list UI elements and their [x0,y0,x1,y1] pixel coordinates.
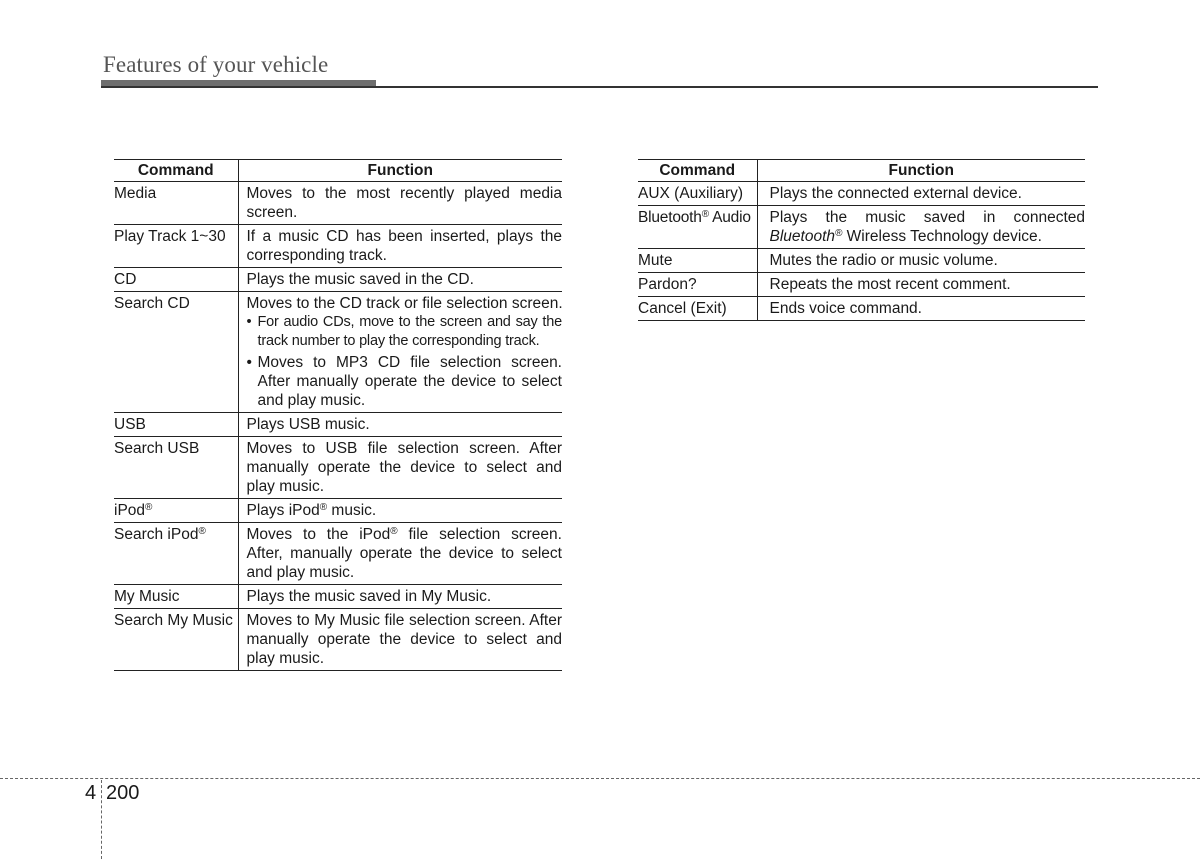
table-row [638,273,1085,297]
registered-mark: ® [390,526,398,537]
table-row [114,413,562,437]
bullet-text: Moves to MP3 CD file selection screen. After manually operate the device to select and play music. [257,354,562,409]
command-cell: Search My Music [114,609,238,671]
registered-mark: ® [835,228,843,239]
function-cell [238,523,562,585]
table-row [114,182,562,225]
command-cell: USB [114,413,238,437]
function-text: Wireless Technology device. [842,228,1042,245]
command-column-header: Command [114,160,238,182]
function-cell: Moves to the most recently played media screen. [238,182,562,225]
function-cell [238,292,562,413]
voice-command-table-left [114,159,562,671]
table-row [114,292,562,413]
bullet-text: For audio CDs, move to the screen and say the track number to play the corresponding track. [257,314,562,349]
table-row [638,182,1085,206]
function-cell: If a music CD has been inserted, plays the corresponding track. [238,225,562,268]
table-row [114,523,562,585]
function-column-header: Function [757,160,1085,182]
table-header-row [638,160,1085,182]
table-row [114,609,562,671]
command-cell: Cancel (Exit) [638,297,757,321]
footer-divider [0,778,1200,779]
table-row [114,585,562,609]
table-row [114,225,562,268]
table-header-row [114,160,562,182]
command-text: Bluetooth [638,209,702,226]
header-rule [101,86,1098,88]
bullet-icon: • [246,354,252,371]
table-row [638,297,1085,321]
function-cell: Repeats the most recent comment. [757,273,1085,297]
function-text: file selection screen. After, manually operate the device to select and play music. [246,526,562,581]
registered-mark: ® [145,502,153,513]
table-row [114,268,562,292]
bullet-icon: • [246,314,252,330]
function-cell: Ends voice command. [757,297,1085,321]
section-title: Features of your vehicle [103,52,329,77]
function-cell [238,499,562,523]
function-cell: Plays USB music. [238,413,562,437]
command-column-header: Command [638,160,757,182]
registered-mark: ® [701,209,709,220]
command-cell: Search CD [114,292,238,413]
command-cell: Mute [638,249,757,273]
function-cell [757,206,1085,249]
voice-command-table-right [638,159,1085,321]
function-cell: Plays the music saved in My Music. [238,585,562,609]
function-text: Plays iPod [246,502,320,519]
command-cell: AUX (Auxiliary) [638,182,757,206]
bluetooth-brand-text: Bluetooth [769,228,835,245]
function-cell: Plays the connected external device. [757,182,1085,206]
command-cell: Media [114,182,238,225]
command-text: iPod [114,502,146,519]
function-cell: Moves to USB file selection screen. After manually operate the device to select and play music. [238,437,562,499]
command-cell: Pardon? [638,273,757,297]
function-cell: Mutes the radio or music volume. [757,249,1085,273]
command-text: Search iPod [114,526,199,543]
command-cell [114,523,238,585]
table-row [638,206,1085,249]
function-cell: Plays the music saved in the CD. [238,268,562,292]
bullet-item [246,353,563,410]
table-row [638,249,1085,273]
command-text: Audio [708,209,751,226]
command-cell: Play Track 1~30 [114,225,238,268]
command-cell [114,499,238,523]
registered-mark: ® [198,526,206,537]
function-text: Moves to the iPod [246,526,391,543]
chapter-number: 4 [85,782,97,804]
function-cell: Moves to My Music file selection screen. After manually operate the device to select and play music. [238,609,562,671]
command-cell: My Music [114,585,238,609]
command-cell: Search USB [114,437,238,499]
registered-mark: ® [319,502,328,513]
function-text: Moves to the CD track or file selection screen. [246,295,563,312]
command-cell: CD [114,268,238,292]
function-text: Plays the music saved in connected [769,209,1085,226]
function-column-header: Function [238,160,562,182]
command-cell [638,206,757,249]
footer-vertical-divider [101,780,102,859]
table-row [114,499,562,523]
function-text: music. [327,502,377,519]
bullet-item [246,313,563,351]
page-number: 200 [106,782,140,804]
table-row [114,437,562,499]
